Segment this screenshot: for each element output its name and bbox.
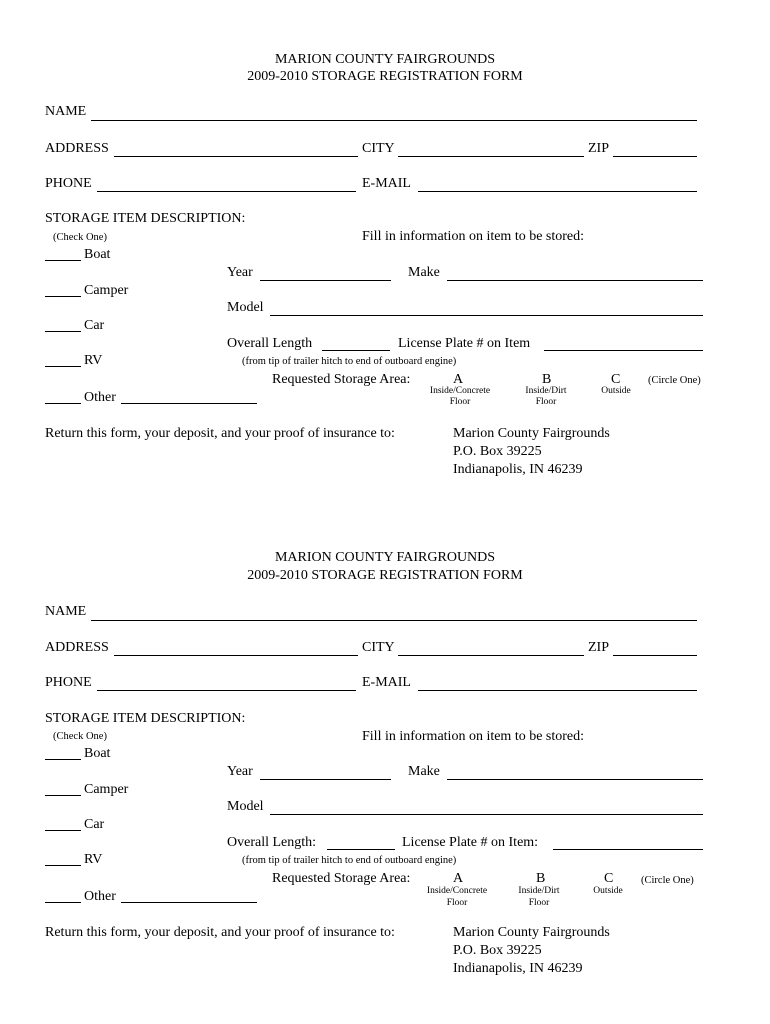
name-label: NAME <box>45 104 87 119</box>
return-address-line1: Marion County Fairgrounds <box>453 426 610 441</box>
email-field[interactable] <box>418 191 697 192</box>
car-label: Car <box>84 318 105 333</box>
other-label: Other <box>84 889 116 904</box>
other-description-field[interactable] <box>121 902 257 903</box>
form-subtitle: 2009-2010 STORAGE REGISTRATION FORM <box>247 69 523 84</box>
camper-label: Camper <box>84 782 129 797</box>
area-b-desc: Inside/Dirt <box>518 886 560 896</box>
year-label: Year <box>227 764 253 779</box>
city-label: CITY <box>362 640 395 655</box>
overall-length-label: Overall Length <box>227 336 313 351</box>
return-address-line2: P.O. Box 39225 <box>453 444 542 459</box>
form-title: MARION COUNTY FAIRGROUNDS <box>274 52 496 67</box>
camper-checkbox[interactable] <box>45 296 81 297</box>
address-label: ADDRESS <box>45 141 109 156</box>
model-label: Model <box>227 799 264 814</box>
license-plate-field[interactable] <box>544 350 703 351</box>
email-field[interactable] <box>418 690 697 691</box>
camper-checkbox[interactable] <box>45 795 81 796</box>
area-c-option[interactable]: C <box>604 871 614 886</box>
area-c-option[interactable]: C <box>611 372 621 387</box>
check-one-note: (Check One) <box>53 731 107 742</box>
boat-checkbox[interactable] <box>45 759 81 760</box>
area-b-desc-floor: Floor <box>535 397 557 407</box>
model-label: Model <box>227 300 264 315</box>
length-note: (from tip of trailer hitch to end of outboard engine) <box>242 356 457 367</box>
phone-field[interactable] <box>97 690 356 691</box>
circle-one-note: (Circle One) <box>641 875 694 886</box>
area-b-desc-floor: Floor <box>528 898 550 908</box>
rv-label: RV <box>84 852 103 867</box>
make-label: Make <box>408 764 440 779</box>
year-field[interactable] <box>260 280 391 281</box>
other-checkbox[interactable] <box>45 403 81 404</box>
phone-field[interactable] <box>97 191 356 192</box>
form-subtitle: 2009-2010 STORAGE REGISTRATION FORM <box>247 568 523 583</box>
return-instructions: Return this form, your deposit, and your proof of insurance to: <box>45 925 395 940</box>
phone-label: PHONE <box>45 675 92 690</box>
license-plate-field[interactable] <box>553 849 703 850</box>
area-a-option[interactable]: A <box>453 871 464 886</box>
name-field[interactable] <box>91 620 697 621</box>
overall-length-field[interactable] <box>327 849 395 850</box>
phone-label: PHONE <box>45 176 92 191</box>
area-b-option[interactable]: B <box>542 372 552 387</box>
name-field[interactable] <box>91 120 697 121</box>
return-address-line1: Marion County Fairgrounds <box>453 925 610 940</box>
requested-area-label: Requested Storage Area: <box>272 372 411 387</box>
circle-one-note: (Circle One) <box>648 375 701 386</box>
car-label: Car <box>84 817 105 832</box>
zip-field[interactable] <box>613 655 697 656</box>
area-b-desc: Inside/Dirt <box>525 386 567 396</box>
registration-form-1 <box>0 0 770 500</box>
area-c-desc: Outside <box>593 886 623 896</box>
fill-in-instruction: Fill in information on item to be stored: <box>362 229 585 244</box>
name-label: NAME <box>45 604 87 619</box>
city-label: CITY <box>362 141 395 156</box>
zip-label: ZIP <box>588 640 609 655</box>
return-address-line2: P.O. Box 39225 <box>453 943 542 958</box>
return-address-line3: Indianapolis, IN 46239 <box>453 462 583 477</box>
fill-in-instruction: Fill in information on item to be stored: <box>362 729 585 744</box>
address-field[interactable] <box>114 156 358 157</box>
area-a-option[interactable]: A <box>453 372 464 387</box>
year-field[interactable] <box>260 779 391 780</box>
registration-form-2 <box>0 500 770 1000</box>
car-checkbox[interactable] <box>45 830 81 831</box>
city-field[interactable] <box>398 655 584 656</box>
requested-area-label: Requested Storage Area: <box>272 871 411 886</box>
form-title: MARION COUNTY FAIRGROUNDS <box>274 550 496 565</box>
rv-checkbox[interactable] <box>45 366 81 367</box>
zip-label: ZIP <box>588 141 609 156</box>
boat-label: Boat <box>84 746 111 761</box>
check-one-note: (Check One) <box>53 232 107 243</box>
storage-heading: STORAGE ITEM DESCRIPTION: <box>45 211 246 226</box>
address-field[interactable] <box>114 655 358 656</box>
email-label: E-MAIL <box>362 675 411 690</box>
boat-checkbox[interactable] <box>45 260 81 261</box>
camper-label: Camper <box>84 283 129 298</box>
make-field[interactable] <box>447 280 703 281</box>
make-field[interactable] <box>447 779 703 780</box>
area-a-desc: Inside/Concrete <box>426 886 488 896</box>
address-label: ADDRESS <box>45 640 109 655</box>
make-label: Make <box>408 265 440 280</box>
area-a-desc-floor: Floor <box>446 898 468 908</box>
car-checkbox[interactable] <box>45 331 81 332</box>
other-description-field[interactable] <box>121 403 257 404</box>
rv-label: RV <box>84 353 103 368</box>
model-field[interactable] <box>270 814 703 815</box>
rv-checkbox[interactable] <box>45 865 81 866</box>
return-instructions: Return this form, your deposit, and your proof of insurance to: <box>45 426 395 441</box>
year-label: Year <box>227 265 253 280</box>
city-field[interactable] <box>398 156 584 157</box>
length-note: (from tip of trailer hitch to end of outboard engine) <box>242 855 457 866</box>
license-plate-label: License Plate # on Item <box>398 336 531 351</box>
storage-heading: STORAGE ITEM DESCRIPTION: <box>45 711 246 726</box>
model-field[interactable] <box>270 315 703 316</box>
license-plate-label: License Plate # on Item: <box>402 835 539 850</box>
email-label: E-MAIL <box>362 176 411 191</box>
area-a-desc-floor: Floor <box>449 397 471 407</box>
area-a-desc: Inside/Concrete <box>429 386 491 396</box>
other-checkbox[interactable] <box>45 902 81 903</box>
area-c-desc: Outside <box>601 386 631 396</box>
boat-label: Boat <box>84 247 111 262</box>
return-address-line3: Indianapolis, IN 46239 <box>453 961 583 976</box>
overall-length-label: Overall Length: <box>227 835 317 850</box>
area-b-option[interactable]: B <box>536 871 546 886</box>
other-label: Other <box>84 390 116 405</box>
zip-field[interactable] <box>613 156 697 157</box>
overall-length-field[interactable] <box>322 350 390 351</box>
